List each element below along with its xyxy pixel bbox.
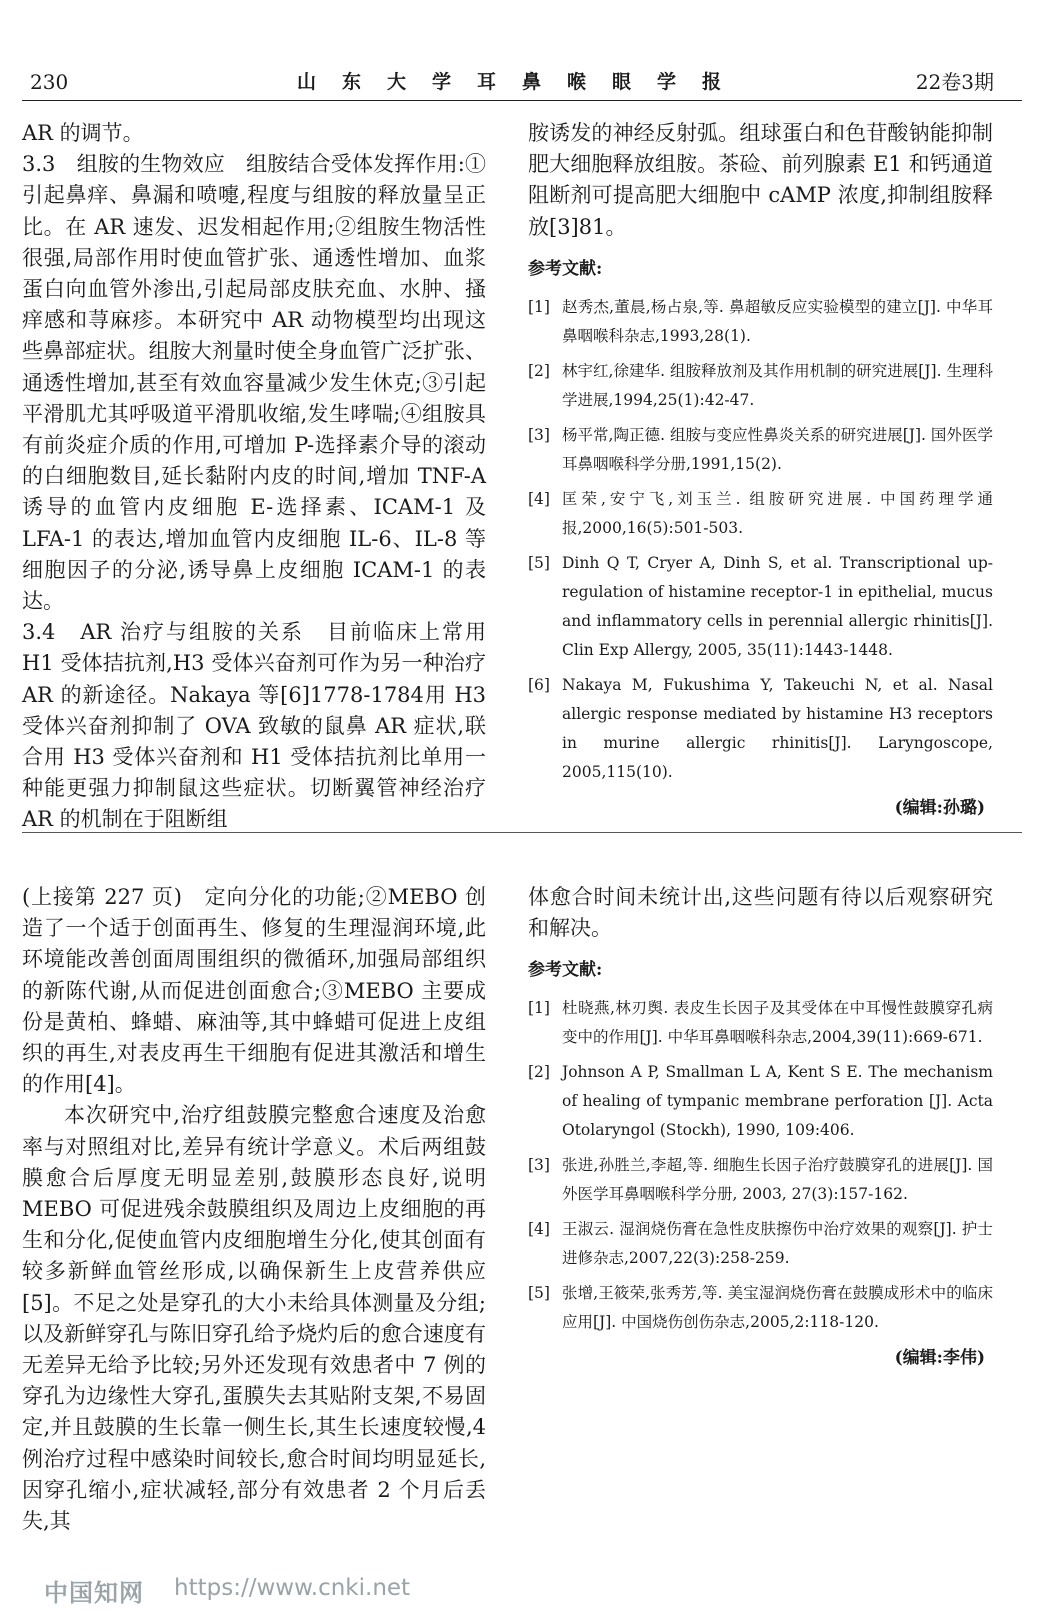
reference-number: [3]	[528, 1156, 550, 1175]
reference-item	[528, 1279, 993, 1337]
reference-item	[528, 1058, 993, 1145]
reference-number: [4]	[528, 489, 550, 508]
editor-credit: (编辑:李伟)	[894, 1348, 985, 1369]
reference-text: 林宇红,徐建华. 组胺释放剂及其作用机制的研究进展[J]. 生理科学进展,1994,25(1):42-47.	[562, 361, 993, 409]
article1-left-column	[22, 118, 486, 836]
reference-item	[528, 1151, 993, 1209]
reference-item	[528, 671, 993, 787]
volume-issue: 22卷3期	[915, 70, 994, 94]
page-number: 230	[30, 70, 69, 94]
reference-item	[528, 485, 993, 543]
reference-text: Johnson A P, Smallman L A, Kent S E. The mechanism of healing of tympanic membrane perforation [J]. Acta Otolaryngol (Stockh), 1990, 109:406.	[562, 1063, 993, 1140]
reference-item	[528, 1215, 993, 1273]
article-divider	[22, 832, 1022, 833]
reference-number: [1]	[528, 297, 550, 316]
body-paragraph: 3.4 AR 治疗与组胺的关系 目前临床上常用 H1 受体拮抗剂,H3 受体兴奋剂可作为另一种治疗 AR 的新途径。Nakaya 等[6]1778-1784用 H3 受体兴奋剂抑制了 OVA 致敏的鼠鼻 AR 症状,联合用 H3 受体兴奋剂和 H1 受体拮抗剂比单用一种能更强力抑制鼠这些症状。切断翼管神经治疗 AR 的机制在于阻断组	[22, 620, 486, 832]
reference-text: 杜晓燕,林刃舆. 表皮生长因子及其受体在中耳慢性鼓膜穿孔病变中的作用[J]. 中华耳鼻咽喉科杂志,2004,39(11):669-671.	[562, 999, 993, 1047]
reference-item	[528, 421, 993, 479]
body-paragraph: AR 的调节。	[22, 121, 144, 145]
article2-right-column	[528, 882, 993, 1375]
body-paragraph: 3.3 组胺的生物效应 组胺结合受体发挥作用:①引起鼻痒、鼻漏和喷嚏,程度与组胺的释放量呈正比。在 AR 速发、迟发相起作用;②组胺生物活性很强,局部作用时使血管扩张、通透性增加、血浆蛋白向血管外渗出,引起局部皮肤充血、水肿、搔痒感和荨麻疹。本研究中 AR 动物模型均出现这些鼻部症状。组胺大剂量时使全身血管广泛扩张、通透性增加,甚至有效血容量减少发生休克;③引起平滑肌尤其呼吸道平滑肌收缩,发生哮喘;④组胺具有前炎症介质的作用,可增加 P-选择素介导的滚动的白细胞数目,延长黏附内皮的时间,增加 TNF-A 诱导的血管内皮细胞 E-选择素、ICAM-1 及 LFA-1 的表达,增加血管内皮细胞 IL-6、IL-8 等细胞因子的分泌,诱导鼻上皮细胞 ICAM-1 的表达。	[22, 152, 486, 614]
reference-number: [5]	[528, 1284, 550, 1303]
reference-number: [4]	[528, 1220, 550, 1239]
reference-number: [2]	[528, 361, 550, 380]
body-paragraph: 体愈合时间未统计出,这些问题有待以后观察研究和解决。	[528, 885, 993, 941]
article1-right-column	[528, 118, 993, 824]
reference-item	[528, 357, 993, 415]
reference-text: 张进,孙胜兰,李超,等. 细胞生长因子治疗鼓膜穿孔的进展[J]. 国外医学耳鼻咽喉科学分册, 2003, 27(3):157-162.	[562, 1156, 993, 1204]
reference-number: [2]	[528, 1063, 550, 1082]
reference-number: [1]	[528, 999, 550, 1018]
reference-text: Dinh Q T, Cryer A, Dinh S, et al. Transcriptional up-regulation of histamine receptor-1 in epithelial, mucus and inflammatory cells in perennial allergic rhinitis[J]. Clin Exp Allergy, 2005, 35(11):1443-1448.	[562, 553, 993, 659]
reference-item	[528, 549, 993, 665]
article2-left-column	[22, 882, 486, 1537]
references-heading: 参考文献:	[528, 960, 603, 981]
reference-text: 杨平常,陶正德. 组胺与变应性鼻炎关系的研究进展[J]. 国外医学耳鼻咽喉科学分册,1991,15(2).	[562, 425, 993, 473]
references-heading: 参考文献:	[528, 258, 603, 279]
cnki-url[interactable]: https://www.cnki.net	[174, 1575, 411, 1601]
cnki-logo: 中国知网	[44, 1579, 144, 1607]
body-paragraph: 胺诱发的神经反射弧。组球蛋白和色苷酸钠能抑制肥大细胞释放组胺。茶硷、前列腺素 E1 和钙通道阻断剂可提高肥大细胞中 cAMP 浓度,抑制组胺释放[3]81。	[528, 121, 993, 239]
reference-item	[528, 994, 993, 1052]
reference-text: 匡荣,安宁飞,刘玉兰. 组胺研究进展. 中国药理学通报,2000,16(5):501-503.	[562, 489, 993, 537]
header-rule	[22, 100, 1022, 101]
reference-item	[528, 293, 993, 351]
reference-number: [5]	[528, 553, 550, 572]
reference-text: 张增,王筱荣,张秀芳,等. 美宝湿润烧伤膏在鼓膜成形术中的临床应用[J]. 中国烧伤创伤杂志,2005,2:118-120.	[562, 1284, 993, 1332]
reference-text: 赵秀杰,董晨,杨占泉,等. 鼻超敏反应实验模型的建立[J]. 中华耳鼻咽喉科杂志,1993,28(1).	[562, 297, 993, 345]
reference-text: Nakaya M, Fukushima Y, Takeuchi N, et al. Nasal allergic response mediated by histamine H3 receptors in murine allergic rhinitis[J]. Laryngoscope, 2005,115(10).	[562, 675, 993, 781]
body-paragraph: (上接第 227 页) 定向分化的功能;②MEBO 创造了一个适于创面再生、修复的生理湿润环境,此环境能改善创面周围组织的微循环,加强局部组织的新陈代谢,从而促进创面愈合;③MEBO 主要成份是黄柏、蜂蜡、麻油等,其中蜂蜡可促进上皮组织的再生,对表皮再生干细胞有促进其激活和增生的作用[4]。	[22, 885, 486, 1097]
body-paragraph: 本次研究中,治疗组鼓膜完整愈合速度及治愈率与对照组对比,差异有统计学意义。术后两组鼓膜愈合后厚度无明显差别,鼓膜形态良好,说明 MEBO 可促进残余鼓膜组织及周边上皮细胞的再生和分化,促使血管内皮细胞增生分化,使其创面有较多新鲜血管丝形成,以确保新生上皮营养供应[5]。不足之处是穿孔的大小未给具体测量及分组;以及新鲜穿孔与陈旧穿孔给予烧灼后的愈合速度有无差异无给予比较;另外还发现有效患者中 7 例的穿孔为边缘性大穿孔,蛋膜失去其贴附支架,不易固定,并且鼓膜的生长靠一侧生长,其生长速度较慢,4 例治疗过程中感染时间较长,愈合时间均明显延长,因穿孔缩小,症状减轻,部分有效患者 2 个月后丢失,其	[22, 1103, 486, 1534]
reference-text: 王淑云. 湿润烧伤膏在急性皮肤擦伤中治疗效果的观察[J]. 护士进修杂志,2007,22(3):258-259.	[562, 1220, 993, 1268]
editor-credit: (编辑:孙璐)	[894, 797, 985, 818]
reference-number: [3]	[528, 425, 550, 444]
reference-number: [6]	[528, 675, 550, 694]
journal-title: 山东大学耳鼻喉眼学报	[296, 71, 747, 93]
